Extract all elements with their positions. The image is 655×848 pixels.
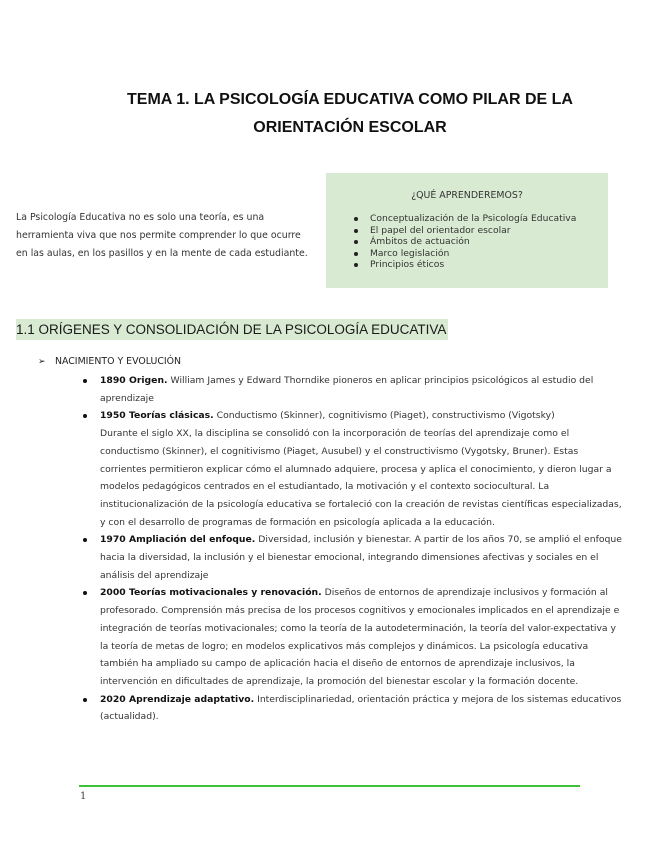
learning-objectives-title: ¿QUÉ APRENDEREMOS? [411, 190, 523, 201]
timeline-item-text: Conductismo (Skinner), cognitivismo (Piaget), constructivismo (Vigotsky) [216, 410, 555, 422]
timeline-item-text: Diversidad, inclusión y bienestar. A partir de los años 70, se amplió el enfoque hacia la diversidad, la inclusión y el bienestar emocional, integrando dimensiones afectivas y sociales en el análisis del aprendizaje [100, 534, 622, 581]
learning-objective-item: Ámbitos de actuación [370, 236, 576, 248]
subsection-heading [38, 354, 181, 370]
learning-objective-item: Conceptualización de la Psicología Educativa [370, 213, 577, 224]
learning-objectives-box [326, 173, 608, 288]
timeline-item [100, 407, 624, 531]
timeline-item [100, 372, 624, 407]
timeline-item-lead: 1970 Ampliación del enfoque. [100, 534, 256, 546]
learning-objective-item: Marco legislación [370, 248, 576, 260]
footer-divider [79, 785, 580, 787]
timeline-list [100, 372, 624, 726]
timeline-item-text: Diseños de entornos de aprendizaje inclusivos y formación al profesorado. Comprensión más precisa de los procesos cognitivos y emocionales implicados en el aprendizaje e integración de teorías motivacionales; como la teoría de la autodeterminación, la teoría del valor-expectativa y la teoría de metas de logro; en modelos explicativos más complejos y dinámicos. La psicología educativa también ha ampliado su campo de aplicación hacia el diseño de entornos de aprendizaje inclusivos, la intervención en dificultades de aprendizaje, la promoción del bienestar escolar y la formación docente. [100, 587, 620, 687]
learning-objective-item: Principios éticos [370, 259, 576, 271]
arrow-bullet-icon: ➢ [38, 357, 46, 367]
document-title: TEMA 1. LA PSICOLOGÍA EDUCATIVA COMO PILAR DE LA ORIENTACIÓN ESCOLAR [127, 91, 573, 136]
timeline-item-detail: Durante el siglo XX, la disciplina se consolidó con la incorporación de teorías del aprendizaje como el conductismo (Skinner), el cognitivismo (Piaget, Ausubel) y el constructivismo (Vygotsky, Bruner). Estas corrientes permitieron explicar cómo el alumnado adquiere, procesa y aplica el conocimiento, y dieron lugar a modelos pedagógicos centrados en el estudiantado, la motivación y el contexto sociocultural. La institucionalización de la psicología educativa se fortaleció con la creación de revistas científicas especializadas, y con el desarrollo de programas de formación en psicología aplicada a la educación. [100, 428, 622, 528]
intro-paragraph: La Psicología Educativa no es solo una teoría, es una herramienta viva que nos permite comprender lo que ocurre en las aulas, en los pasillos y en la mente de cada estudiante. [16, 212, 308, 259]
learning-objectives-list [370, 213, 576, 271]
section-heading: 1.1 ORÍGENES Y CONSOLIDACIÓN DE LA PSICOLOGÍA EDUCATIVA [16, 319, 448, 340]
timeline-item-text: William James y Edward Thorndike pioneros en aplicar principios psicológicos al estudio del aprendizaje [100, 375, 594, 404]
timeline-item-lead: 1890 Origen. [100, 375, 168, 386]
timeline-item [100, 691, 624, 726]
timeline-item-text: Interdisciplinariedad, orientación práctica y mejora de los sistemas educativos (actualidad). [100, 693, 622, 723]
learning-objective-item: El papel del orientador escolar [370, 225, 576, 237]
subsection-heading-label: NACIMIENTO Y EVOLUCIÓN [55, 356, 182, 367]
timeline-item-lead: 2000 Teorías motivacionales y renovación. [100, 587, 322, 599]
timeline-item [100, 584, 624, 690]
timeline-item-lead: 1950 Teorías clásicas. [100, 410, 214, 422]
page-number: 1 [80, 791, 87, 802]
timeline-item-lead: 2020 Aprendizaje adaptativo. [100, 693, 255, 705]
timeline-item [100, 531, 624, 584]
